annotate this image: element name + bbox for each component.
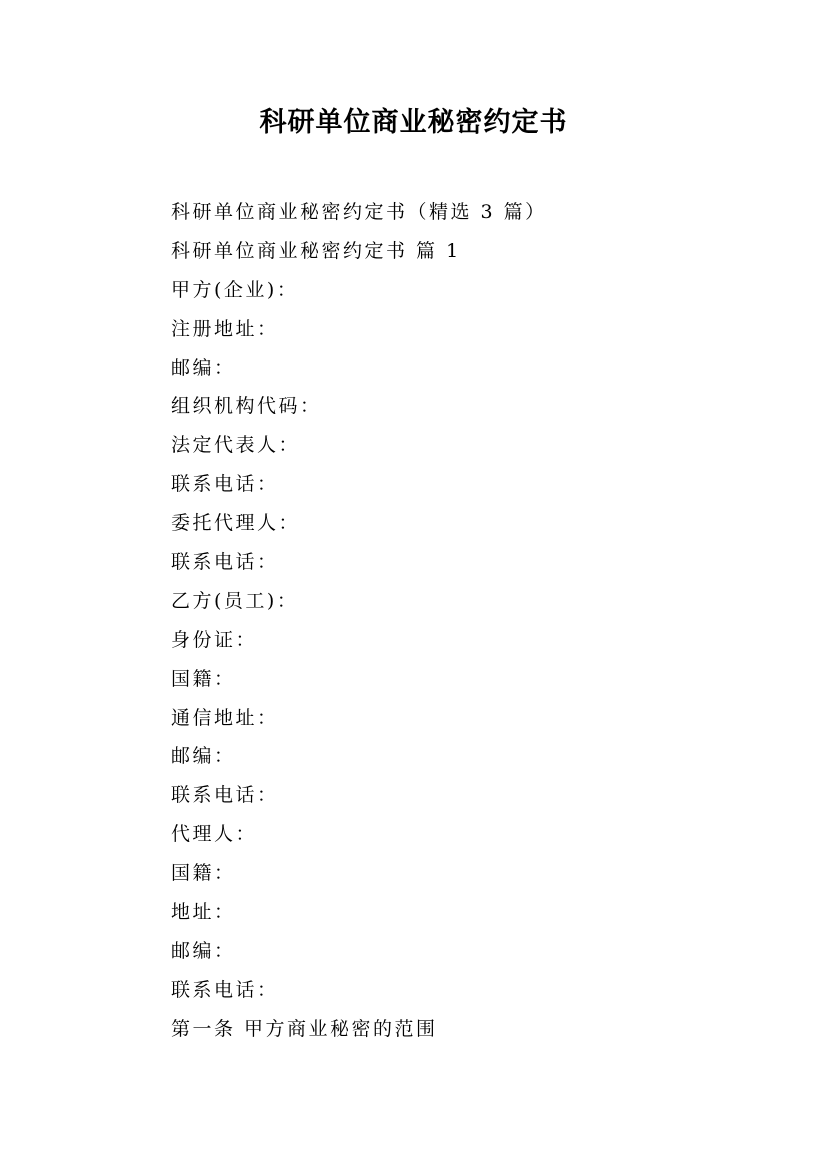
phone-field: 联系电话： [171,473,279,496]
nationality-field: 国籍： [171,862,236,885]
postcode-field: 邮编： [171,745,236,768]
id-card-field: 身份证： [171,628,258,651]
phone-field: 联系电话： [171,978,279,1001]
document-body [171,193,771,1049]
legal-representative-field: 法定代表人： [171,434,301,457]
phone-field: 联系电话： [171,551,279,574]
authorized-agent-field: 委托代理人： [171,512,301,535]
organization-code-field: 组织机构代码： [171,395,322,418]
party-b-label: 乙方(员工)： [171,589,299,612]
document-title: 科研单位商业秘密约定书 [259,107,568,138]
mailing-address-field: 通信地址： [171,706,279,729]
nationality-field: 国籍： [171,667,236,690]
postcode-field: 邮编： [171,356,236,379]
address-field: 地址： [171,901,236,924]
agent-field: 代理人： [171,823,258,846]
article-heading: 第一条 甲方商业秘密的范围 [171,1017,438,1040]
party-a-label: 甲方(企业)： [171,278,299,301]
subtitle-line: 科研单位商业秘密约定书（精选 3 篇） [171,201,547,223]
phone-field: 联系电话： [171,784,279,807]
postcode-field: 邮编： [171,939,236,962]
registered-address-field: 注册地址： [171,317,279,340]
section-heading: 科研单位商业秘密约定书 篇 1 [171,239,461,262]
